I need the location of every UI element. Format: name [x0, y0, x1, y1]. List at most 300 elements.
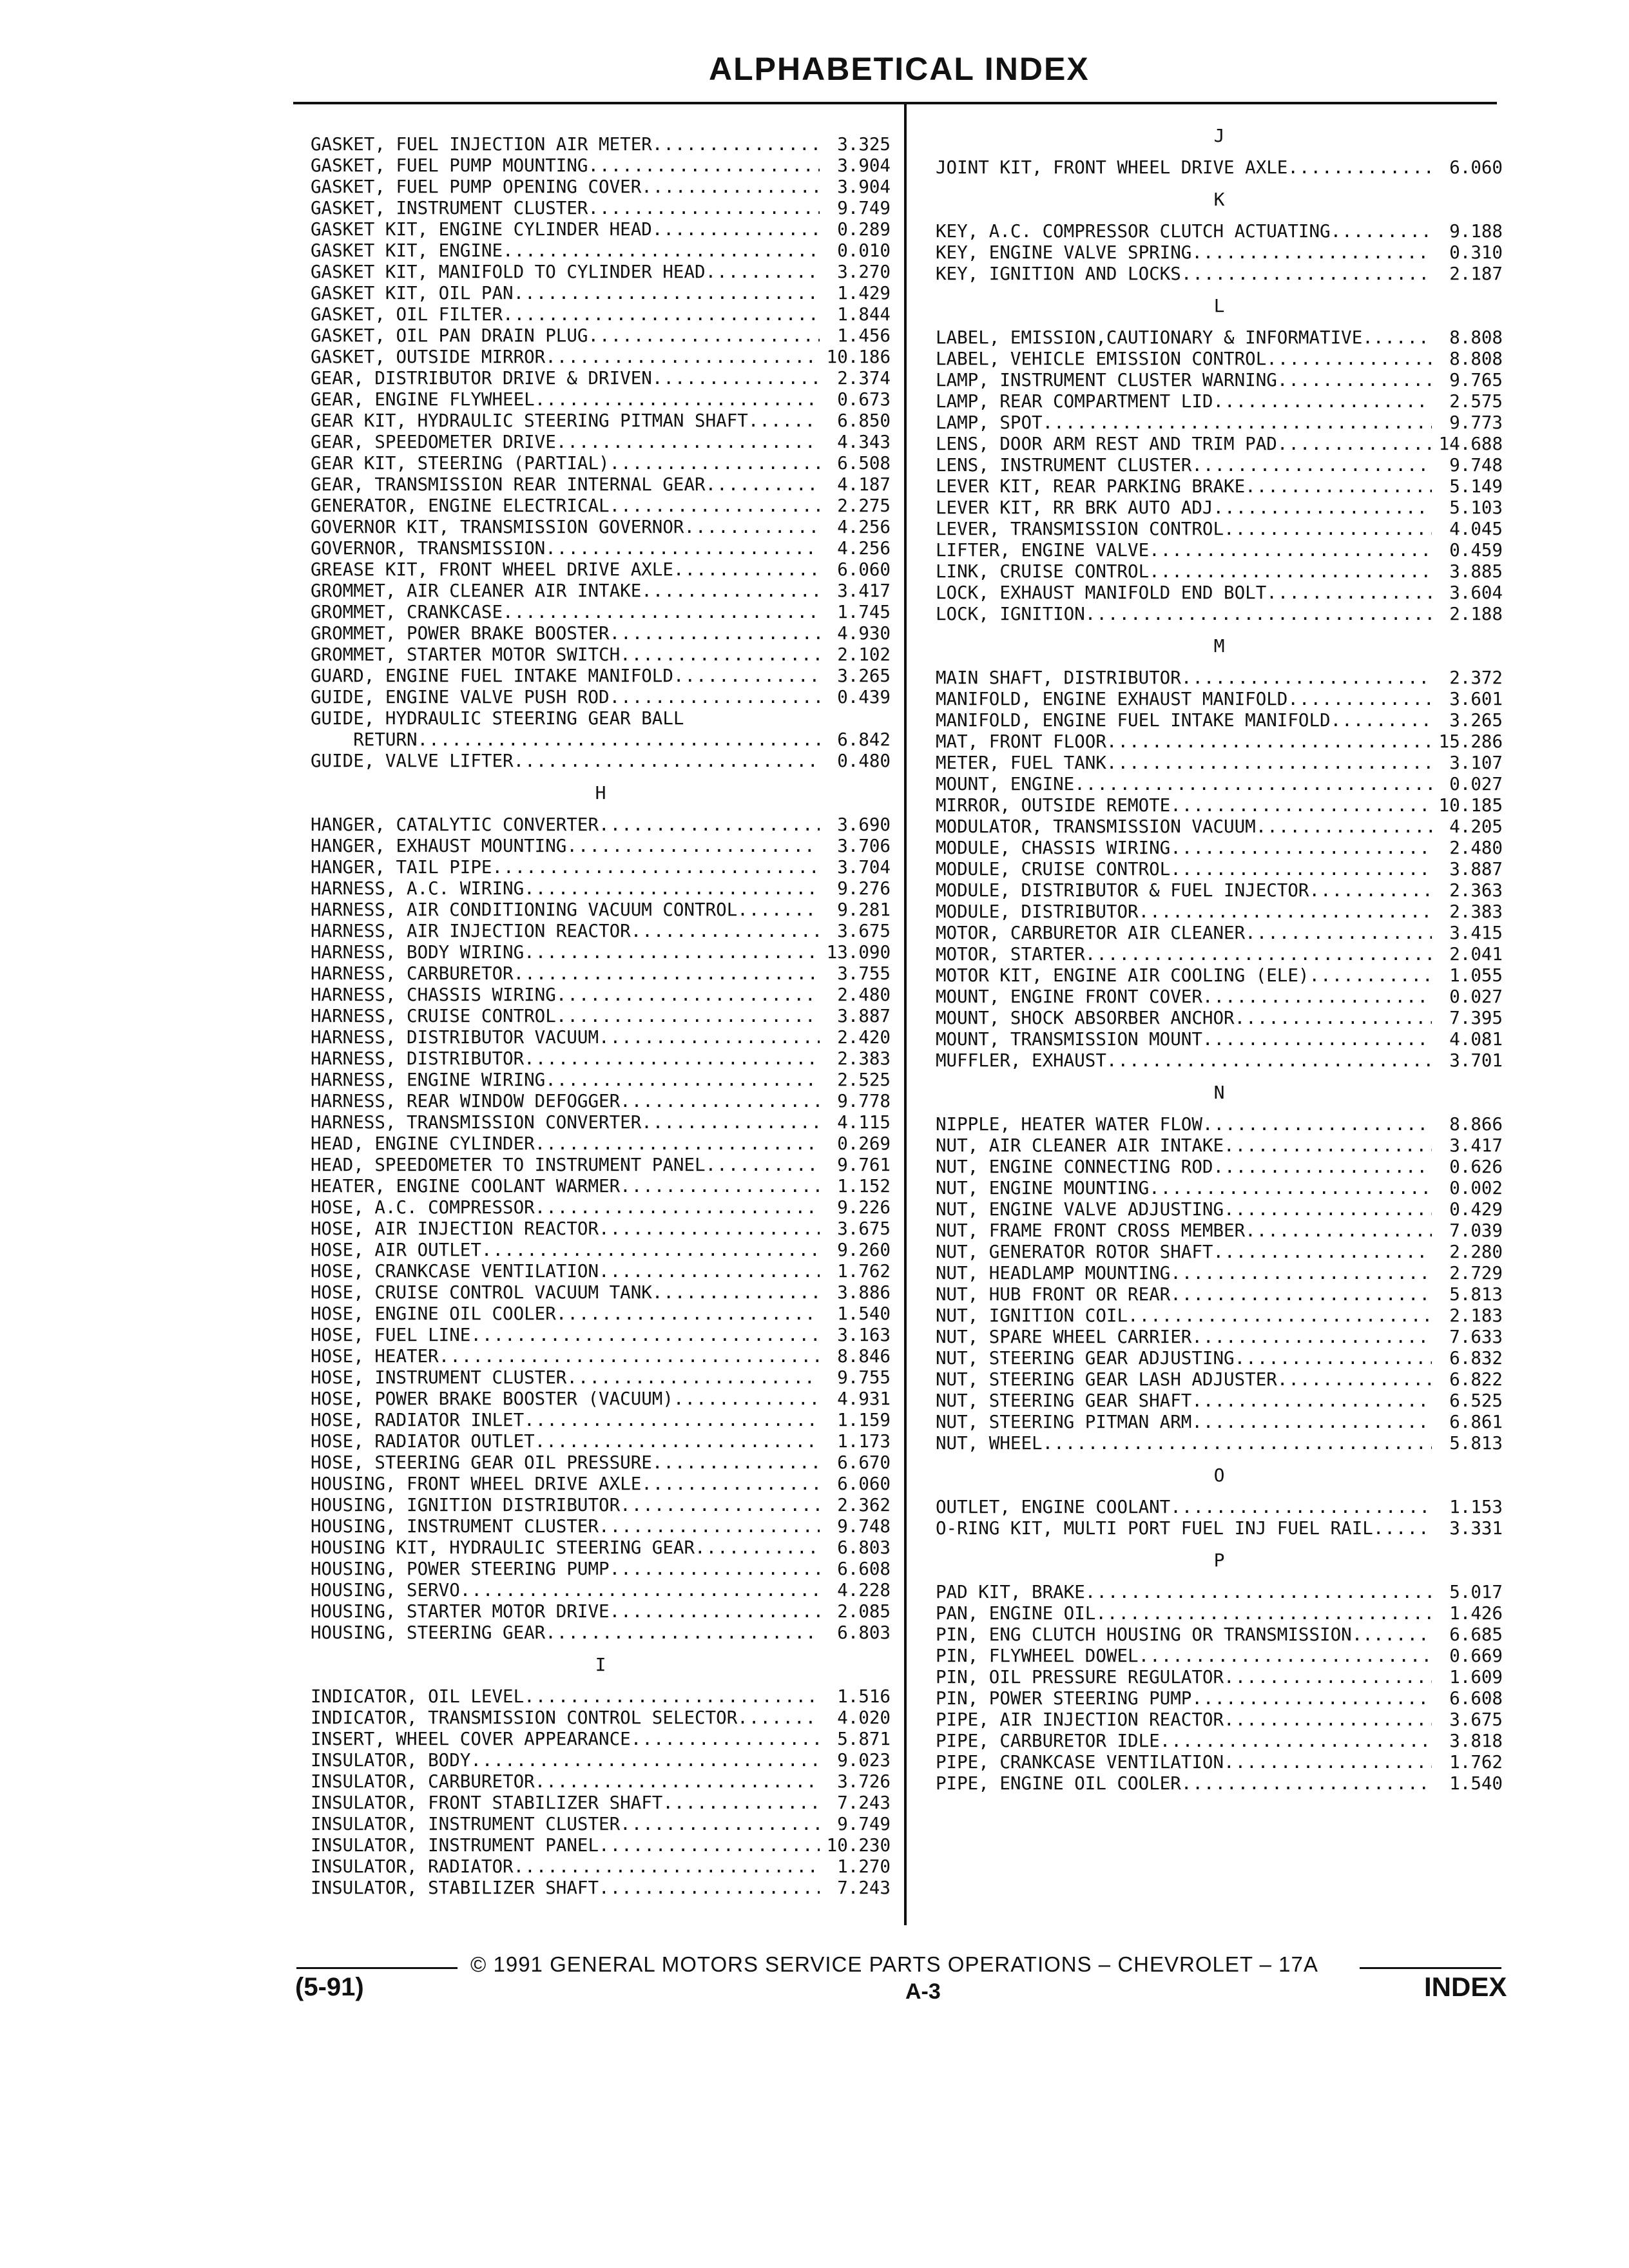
- footer-rule-left: [296, 1967, 458, 1969]
- index-entry: [936, 391, 1503, 412]
- entry-name: NUT, HUB FRONT OR REAR: [936, 1284, 1171, 1305]
- entry-name: LABEL, VEHICLE EMISSION CONTROL: [936, 349, 1267, 369]
- entry-name: HOSE, POWER BRAKE BOOSTER (VACUUM): [311, 1389, 673, 1409]
- index-entry: [311, 474, 891, 495]
- entry-name: HARNESS, A.C. WIRING: [311, 878, 525, 899]
- dot-leader: [706, 262, 820, 283]
- entry-name: MODULE, CRUISE CONTROL: [936, 859, 1171, 879]
- index-entry: [311, 729, 891, 751]
- entry-page-ref: 1.745: [837, 602, 891, 622]
- entry-name: KEY, IGNITION AND LOCKS: [936, 264, 1181, 284]
- dot-leader: [556, 985, 820, 1006]
- index-entry: [311, 921, 891, 942]
- entry-page-ref: 8.866: [1449, 1114, 1503, 1135]
- index-entry: [936, 1773, 1503, 1794]
- entry-page-ref: 9.749: [837, 198, 891, 218]
- index-entry: [936, 1412, 1503, 1433]
- entry-page-ref: 0.010: [837, 240, 891, 261]
- index-entry: [936, 710, 1503, 731]
- dot-leader: [737, 899, 820, 921]
- dot-leader: [545, 538, 820, 559]
- dot-leader: [673, 1389, 820, 1410]
- index-entry: [936, 476, 1503, 497]
- entry-name: LOCK, EXHAUST MANIFOLD END BOLT: [936, 582, 1267, 603]
- index-entry: [311, 1303, 891, 1325]
- entry-name: HOSE, FUEL LINE: [311, 1325, 471, 1345]
- dot-leader: [620, 1176, 820, 1197]
- index-entry: [311, 623, 891, 644]
- entry-name: LABEL, EMISSION,CAUTIONARY & INFORMATIVE.: [936, 327, 1373, 348]
- entry-name: HOUSING, IGNITION DISTRIBUTOR: [311, 1495, 621, 1515]
- index-entry: [311, 1218, 891, 1240]
- entry-name: GUIDE, HYDRAULIC STEERING GEAR BALL: [311, 708, 684, 729]
- dot-leader: [524, 878, 820, 899]
- dot-leader: [673, 666, 820, 687]
- entry-page-ref: 10.230: [826, 1835, 891, 1856]
- entry-page-ref: 3.601: [1449, 689, 1503, 709]
- entry-name: GASKET, INSTRUMENT CLUSTER: [311, 198, 588, 218]
- entry-page-ref: 1.456: [837, 325, 891, 346]
- entry-page-ref: 4.931: [837, 1389, 891, 1409]
- entry-name: HARNESS, REAR WINDOW DEFOGGER: [311, 1091, 621, 1111]
- dot-leader: [620, 1091, 820, 1112]
- index-entry: [311, 1601, 891, 1622]
- entry-page-ref: 3.415: [1449, 923, 1503, 943]
- index-entry: [311, 347, 891, 368]
- entry-name: NUT, ENGINE CONNECTING ROD: [936, 1157, 1213, 1177]
- entry-page-ref: 10.186: [826, 347, 891, 367]
- dot-leader: [1202, 1029, 1432, 1050]
- entry-name: LINK, CRUISE CONTROL: [936, 561, 1150, 582]
- entry-page-ref: 3.904: [837, 177, 891, 197]
- entry-name: GROMMET, STARTER MOTOR SWITCH: [311, 644, 621, 665]
- entry-page-ref: 3.726: [837, 1771, 891, 1792]
- entry-page-ref: 6.803: [837, 1537, 891, 1558]
- entry-name: GEAR KIT, HYDRAULIC STEERING PITMAN SHAFT: [311, 410, 748, 431]
- entry-page-ref: 2.280: [1449, 1242, 1503, 1262]
- index-entry: [936, 1433, 1503, 1454]
- entry-page-ref: 1.159: [837, 1410, 891, 1430]
- dot-leader: [566, 1367, 820, 1389]
- entry-page-ref: 4.081: [1449, 1029, 1503, 1050]
- entry-name: NUT, SPARE WHEEL CARRIER: [936, 1327, 1192, 1347]
- index-entry: [311, 857, 891, 878]
- entry-name: INSULATOR, BODY: [311, 1750, 471, 1771]
- index-entry: [311, 602, 891, 623]
- dot-leader: [503, 602, 820, 623]
- dot-leader: [599, 1261, 820, 1282]
- dot-leader: [599, 1027, 820, 1048]
- index-entry: [936, 370, 1503, 391]
- entry-name: HOUSING KIT, HYDRAULIC STEERING GEAR: [311, 1537, 695, 1558]
- dot-leader: [1160, 1731, 1432, 1752]
- index-entry: [311, 155, 891, 177]
- index-entry: [936, 880, 1503, 901]
- entry-name: METER, FUEL TANK: [936, 753, 1106, 773]
- entry-page-ref: 3.417: [1449, 1135, 1503, 1156]
- entry-page-ref: 2.188: [1449, 604, 1503, 624]
- index-entry: [936, 944, 1503, 965]
- entry-name: NUT, FRAME FRONT CROSS MEMBER: [936, 1220, 1246, 1241]
- entry-name: PAN, ENGINE OIL: [936, 1603, 1096, 1624]
- entry-page-ref: 9.765: [1449, 370, 1503, 390]
- dot-leader: [1331, 710, 1432, 731]
- entry-page-ref: 0.027: [1449, 774, 1503, 794]
- dot-leader: [620, 1814, 820, 1835]
- entry-name: PIPE, CARBURETOR IDLE: [936, 1731, 1160, 1751]
- entry-page-ref: 7.039: [1449, 1220, 1503, 1241]
- dot-leader: [610, 453, 820, 474]
- dot-leader: [737, 1707, 820, 1729]
- entry-name: GASKET, FUEL PUMP MOUNTING: [311, 155, 588, 176]
- entry-name: PIN, FLYWHEEL DOWEL: [936, 1646, 1139, 1666]
- footer-section-label: INDEX: [1424, 1972, 1507, 2002]
- entry-page-ref: 2.383: [837, 1048, 891, 1069]
- dot-leader: [599, 1878, 820, 1899]
- entry-name: GASKET, OIL FILTER: [311, 304, 503, 325]
- entry-name: NUT, ENGINE VALVE ADJUSTING: [936, 1199, 1224, 1220]
- entry-page-ref: 2.183: [1449, 1305, 1503, 1326]
- entry-name: HOSE, ENGINE OIL COOLER: [311, 1303, 556, 1324]
- index-entry: [936, 816, 1503, 838]
- entry-name: LENS, DOOR ARM REST AND TRIM PAD: [936, 434, 1277, 454]
- entry-page-ref: 3.885: [1449, 561, 1503, 582]
- entry-name: MODULE, CHASSIS WIRING: [936, 838, 1171, 858]
- entry-page-ref: 9.748: [837, 1516, 891, 1537]
- entry-name: MODULE, DISTRIBUTOR & FUEL INJECTOR: [936, 880, 1309, 901]
- dot-leader: [1128, 1305, 1432, 1327]
- entry-page-ref: 2.275: [837, 495, 891, 516]
- index-entry: [936, 1263, 1503, 1284]
- index-entry: [936, 604, 1503, 625]
- index-entry: [311, 1027, 891, 1048]
- index-entry: [936, 519, 1503, 540]
- entry-name: INSULATOR, CARBURETOR: [311, 1771, 535, 1792]
- entry-name: HOSE, AIR OUTLET: [311, 1240, 481, 1260]
- entry-name: OUTLET, ENGINE COOLANT: [936, 1497, 1171, 1517]
- section-letter-heading: N: [1213, 1082, 1225, 1103]
- index-entry: [311, 410, 891, 432]
- entry-name: PIN, ENG CLUTCH HOUSING OR TRANSMISSION..: [936, 1624, 1373, 1645]
- entry-name: NUT, HEADLAMP MOUNTING: [936, 1263, 1171, 1283]
- entry-name: LIFTER, ENGINE VALVE: [936, 540, 1150, 561]
- index-entry: [311, 1537, 891, 1559]
- dot-leader: [1106, 753, 1432, 774]
- dot-leader: [1085, 604, 1432, 625]
- entry-page-ref: 9.748: [1449, 455, 1503, 476]
- dot-leader: [1043, 1433, 1432, 1454]
- footer-date: (5-91): [295, 1973, 364, 2001]
- dot-leader: [460, 1580, 820, 1601]
- entry-name: NUT, IGNITION COIL: [936, 1305, 1128, 1326]
- entry-page-ref: 7.633: [1449, 1327, 1503, 1347]
- dot-leader: [1139, 901, 1432, 923]
- index-entry: [311, 1367, 891, 1389]
- dot-leader: [1245, 923, 1432, 944]
- dot-leader: [470, 1325, 820, 1346]
- dot-leader: [545, 1622, 820, 1644]
- dot-leader: [1373, 1518, 1432, 1539]
- entry-page-ref: 3.675: [1449, 1709, 1503, 1730]
- index-entry: [936, 1667, 1503, 1688]
- index-entry: [936, 1305, 1503, 1327]
- dot-leader: [684, 708, 820, 729]
- entry-name: HOUSING, FRONT WHEEL DRIVE AXLE: [311, 1474, 642, 1494]
- entry-name: HARNESS, CRUISE CONTROL: [311, 1006, 556, 1026]
- entry-name: HOSE, AIR INJECTION REACTOR: [311, 1218, 599, 1239]
- dot-leader: [1309, 965, 1432, 986]
- entry-page-ref: 2.363: [1449, 880, 1503, 901]
- entry-name: PAD KIT, BRAKE: [936, 1582, 1085, 1602]
- entry-page-ref: 2.525: [837, 1070, 891, 1090]
- index-entry: [311, 240, 891, 262]
- dot-leader: [599, 1516, 820, 1537]
- entry-page-ref: 7.243: [837, 1878, 891, 1898]
- entry-page-ref: 2.729: [1449, 1263, 1503, 1283]
- index-entry: [936, 753, 1503, 774]
- entry-name: LAMP, SPOT: [936, 412, 1043, 433]
- entry-name: HARNESS, CHASSIS WIRING: [311, 985, 556, 1005]
- index-entry: [936, 986, 1503, 1008]
- section-letter-heading: O: [1213, 1465, 1225, 1486]
- index-entry: [936, 859, 1503, 880]
- entry-name: HARNESS, ENGINE WIRING: [311, 1070, 546, 1090]
- entry-page-ref: 6.685: [1449, 1624, 1503, 1645]
- index-entry: [936, 1624, 1503, 1646]
- entry-name: GASKET, OUTSIDE MIRROR: [311, 347, 546, 367]
- entry-name: GEAR, ENGINE FLYWHEEL: [311, 389, 535, 410]
- index-entry: [311, 644, 891, 666]
- entry-name: HOSE, A.C. COMPRESSOR: [311, 1197, 535, 1218]
- index-entry: [936, 1518, 1503, 1539]
- dot-leader: [1170, 1284, 1432, 1305]
- entry-page-ref: 6.803: [837, 1622, 891, 1643]
- entry-name: O-RING KIT, MULTI PORT FUEL INJ FUEL RAIL: [936, 1518, 1373, 1539]
- entry-name: GROMMET, AIR CLEANER AIR INTAKE: [311, 581, 642, 601]
- index-entry: [311, 1155, 891, 1176]
- entry-page-ref: 5.103: [1449, 497, 1503, 518]
- entry-page-ref: 8.808: [1449, 349, 1503, 369]
- entry-page-ref: 9.023: [837, 1750, 891, 1771]
- dot-leader: [514, 1856, 820, 1878]
- entry-page-ref: 9.188: [1449, 221, 1503, 242]
- dot-leader: [524, 1410, 820, 1431]
- index-entry: [936, 434, 1503, 455]
- index-entry: [311, 219, 891, 240]
- dot-leader: [1224, 1752, 1432, 1773]
- entry-page-ref: 8.846: [837, 1346, 891, 1367]
- dot-leader: [1266, 582, 1432, 604]
- entry-page-ref: 15.286: [1438, 731, 1503, 752]
- entry-name: NUT, WHEEL: [936, 1433, 1043, 1454]
- entry-name: LAMP, REAR COMPARTMENT LID: [936, 391, 1213, 412]
- entry-page-ref: 3.701: [1449, 1050, 1503, 1071]
- entry-name: GOVERNOR KIT, TRANSMISSION GOVERNOR: [311, 517, 684, 537]
- entry-page-ref: 4.343: [837, 432, 891, 452]
- dot-leader: [535, 1197, 820, 1218]
- entry-page-ref: 3.331: [1449, 1518, 1503, 1539]
- index-entry: [311, 1133, 891, 1155]
- entry-name: HOSE, RADIATOR OUTLET: [311, 1431, 535, 1452]
- entry-page-ref: 2.041: [1449, 944, 1503, 965]
- entry-page-ref: 3.704: [837, 857, 891, 878]
- entry-page-ref: 9.778: [837, 1091, 891, 1111]
- entry-name: GASKET KIT, ENGINE: [311, 240, 503, 261]
- entry-page-ref: 4.205: [1449, 816, 1503, 837]
- index-entry: [311, 581, 891, 602]
- entry-page-ref: 6.670: [837, 1452, 891, 1473]
- dot-leader: [1181, 668, 1432, 689]
- dot-leader: [535, 389, 820, 410]
- entry-page-ref: 9.226: [837, 1197, 891, 1218]
- dot-leader: [1170, 859, 1432, 880]
- index-entry: [311, 198, 891, 219]
- entry-name: LEVER KIT, REAR PARKING BRAKE: [936, 476, 1246, 497]
- index-entry: [936, 1114, 1503, 1135]
- entry-name: GUIDE, VALVE LIFTER: [311, 751, 514, 771]
- dot-leader: [706, 1155, 820, 1176]
- entry-page-ref: 2.085: [837, 1601, 891, 1622]
- index-entry: [936, 540, 1503, 561]
- index-entry: [311, 389, 891, 410]
- dot-leader: [535, 1133, 820, 1155]
- dot-leader: [1224, 1135, 1432, 1157]
- index-entry: [311, 1282, 891, 1303]
- entry-page-ref: 5.149: [1449, 476, 1503, 497]
- index-entry: [311, 1495, 891, 1516]
- index-entry: [311, 1261, 891, 1282]
- entry-page-ref: 6.861: [1449, 1412, 1503, 1432]
- index-entry: [311, 878, 891, 899]
- entry-name: HOSE, STEERING GEAR OIL PRESSURE: [311, 1452, 652, 1473]
- entry-page-ref: 9.749: [837, 1814, 891, 1834]
- entry-page-ref: 5.871: [837, 1729, 891, 1749]
- entry-page-ref: 7.395: [1449, 1008, 1503, 1028]
- dot-leader: [641, 1112, 820, 1133]
- dot-leader: [1224, 519, 1432, 540]
- entry-name: PIPE, CRANKCASE VENTILATION: [936, 1752, 1224, 1773]
- entry-page-ref: 4.228: [837, 1580, 891, 1600]
- dot-leader: [556, 1303, 820, 1325]
- dot-leader: [1202, 1114, 1432, 1135]
- dot-leader: [1245, 1220, 1432, 1242]
- entry-name: HEAD, SPEEDOMETER TO INSTRUMENT PANEL: [311, 1155, 706, 1175]
- entry-page-ref: 4.020: [837, 1707, 891, 1728]
- entry-name: KEY, ENGINE VALVE SPRING: [936, 242, 1192, 263]
- dot-leader: [652, 134, 820, 155]
- index-entry: [936, 923, 1503, 944]
- dot-leader: [1191, 1327, 1432, 1348]
- entry-page-ref: 10.185: [1438, 795, 1503, 816]
- dot-leader: [631, 921, 820, 942]
- entry-name: HOUSING, STARTER MOTOR DRIVE: [311, 1601, 610, 1622]
- dot-leader: [1170, 1497, 1432, 1518]
- entry-page-ref: 0.269: [837, 1133, 891, 1154]
- index-entry: [311, 1325, 891, 1346]
- entry-name: PIPE, AIR INJECTION REACTOR: [936, 1709, 1224, 1730]
- entry-page-ref: 3.417: [837, 581, 891, 601]
- entry-page-ref: 2.372: [1449, 668, 1503, 688]
- index-entry: [936, 1646, 1503, 1667]
- index-entry: [311, 1559, 891, 1580]
- index-entry: [311, 1856, 891, 1878]
- index-entry: [936, 349, 1503, 370]
- dot-leader: [1309, 880, 1432, 901]
- index-entry: [311, 1516, 891, 1537]
- entry-page-ref: 0.310: [1449, 242, 1503, 263]
- index-entry: [936, 901, 1503, 923]
- dot-leader: [1287, 689, 1432, 710]
- entry-page-ref: 2.362: [837, 1495, 891, 1515]
- entry-name: MODULATOR, TRANSMISSION VACUUM: [936, 816, 1256, 837]
- footer-page-number: A-3: [905, 1979, 941, 2004]
- entry-name: GASKET KIT, OIL PAN: [311, 283, 514, 303]
- index-entry: [311, 1835, 891, 1856]
- index-entry: [311, 453, 891, 474]
- entry-name: HARNESS, CARBURETOR: [311, 963, 514, 984]
- entry-page-ref: 1.152: [837, 1176, 891, 1196]
- dot-leader: [1235, 1348, 1432, 1369]
- index-entry: [311, 432, 891, 453]
- dot-leader: [1224, 1199, 1432, 1220]
- entry-name: HARNESS, DISTRIBUTOR VACUUM: [311, 1027, 599, 1048]
- index-entry: [936, 582, 1503, 604]
- entry-page-ref: 4.256: [837, 538, 891, 559]
- entry-name: INSULATOR, INSTRUMENT PANEL: [311, 1835, 599, 1856]
- entry-name: HARNESS, AIR INJECTION REACTOR: [311, 921, 631, 941]
- entry-page-ref: [820, 708, 891, 729]
- dot-leader: [631, 1729, 820, 1750]
- entry-page-ref: 1.429: [837, 283, 891, 303]
- dot-leader: [1139, 1646, 1432, 1667]
- entry-name: LEVER, TRANSMISSION CONTROL: [936, 519, 1224, 539]
- entry-name: GEAR, DISTRIBUTOR DRIVE & DRIVEN: [311, 368, 652, 389]
- index-entry: [311, 836, 891, 857]
- dot-leader: [641, 177, 820, 198]
- index-entry: [311, 134, 891, 155]
- dot-leader: [1287, 157, 1432, 178]
- entry-name: MANIFOLD, ENGINE FUEL INTAKE MANIFOLD: [936, 710, 1331, 731]
- entry-name: GUARD, ENGINE FUEL INTAKE MANIFOLD: [311, 666, 673, 686]
- index-entry: [311, 1814, 891, 1835]
- entry-page-ref: 2.480: [837, 985, 891, 1005]
- index-entry: [311, 708, 891, 729]
- index-entry: [311, 1878, 891, 1899]
- entry-name: GASKET, FUEL PUMP OPENING COVER: [311, 177, 642, 197]
- dot-leader: [1245, 476, 1432, 497]
- entry-name: INSULATOR, STABILIZER SHAFT: [311, 1878, 599, 1898]
- left-index-column: [311, 134, 891, 1899]
- entry-name: HOUSING, INSTRUMENT CLUSTER: [311, 1516, 599, 1537]
- entry-name: INSULATOR, RADIATOR: [311, 1856, 514, 1877]
- index-entry: [311, 325, 891, 347]
- entry-name: INDICATOR, OIL LEVEL: [311, 1686, 525, 1707]
- entry-name: GROMMET, POWER BRAKE BOOSTER: [311, 623, 610, 644]
- dot-leader: [524, 942, 820, 963]
- index-entry: [311, 687, 891, 708]
- index-entry: [936, 455, 1503, 476]
- index-entry: [311, 751, 891, 772]
- index-entry: [936, 668, 1503, 689]
- dot-leader: [610, 495, 820, 517]
- dot-leader: [748, 410, 820, 432]
- dot-leader: [470, 1750, 820, 1771]
- dot-leader: [1170, 1263, 1432, 1284]
- entry-name: HEATER, ENGINE COOLANT WARMER: [311, 1176, 621, 1196]
- dot-leader: [1277, 370, 1432, 391]
- entry-page-ref: 1.173: [837, 1431, 891, 1452]
- entry-name: MOTOR, CARBURETOR AIR CLEANER: [936, 923, 1246, 943]
